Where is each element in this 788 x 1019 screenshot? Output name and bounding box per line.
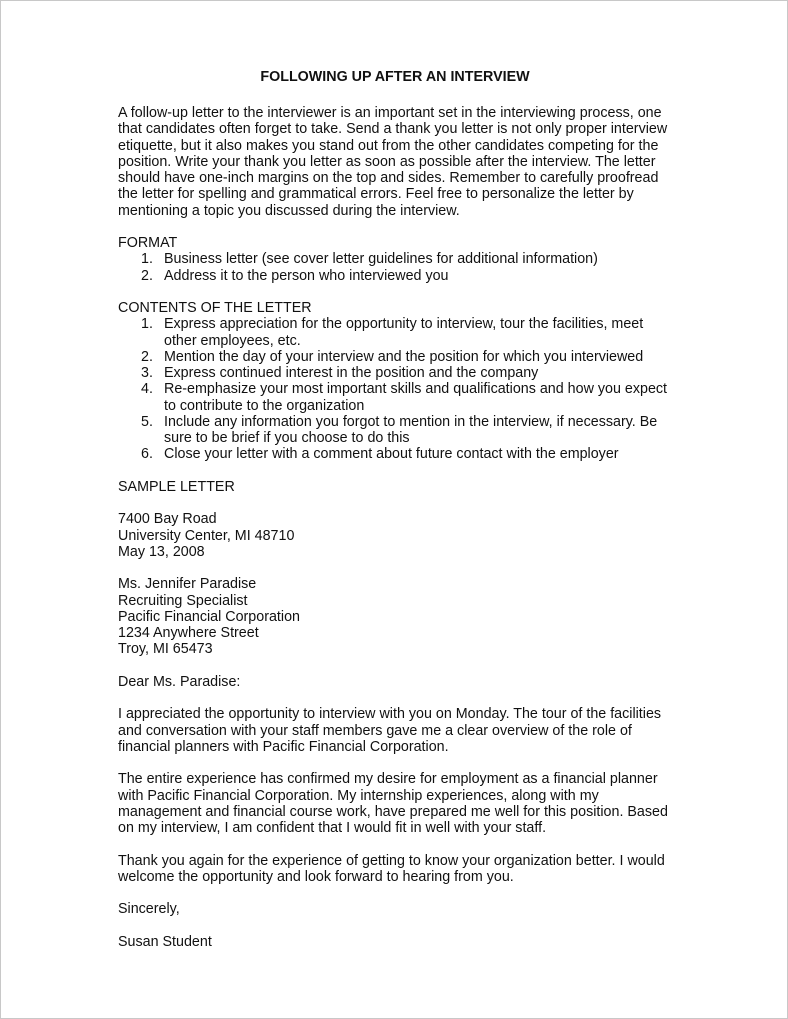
letter-paragraph-line: with Pacific Financial Corporation. My internship experiences, along with my: [118, 787, 599, 804]
section-heading: CONTENTS OF THE LETTER: [118, 300, 312, 316]
closing: Sincerely,: [118, 901, 180, 918]
list-number: 2.: [141, 267, 153, 284]
sender-address-line: 7400 Bay Road: [118, 511, 217, 528]
recipient-address-line: Ms. Jennifer Paradise: [118, 576, 257, 593]
intro-line: mentioning a topic you discussed during the interview.: [118, 202, 460, 219]
list-item: [118, 251, 718, 267]
section-heading: SAMPLE LETTER: [118, 478, 235, 495]
list-item: [118, 333, 718, 349]
letter-paragraph-line: and conversation with your staff members gave me a clear overview of the role of: [118, 722, 632, 739]
letter-paragraph-line: Thank you again for the experience of getting to know your organization better. I would: [118, 852, 665, 869]
list-item-text: other employees, etc.: [164, 332, 301, 349]
intro-line: should have one-inch margins on the top and sides. Remember to carefully proofread: [118, 170, 659, 186]
list-item-text: Business letter (see cover letter guidelines for additional information): [164, 251, 598, 268]
recipient-address-line: 1234 Anywhere Street: [118, 625, 259, 641]
list-item: [118, 268, 718, 284]
list-item-text: Express continued interest in the position and the company: [164, 365, 539, 381]
letter-paragraph-line: financial planners with Pacific Financial Corporation.: [118, 738, 449, 755]
intro-line: etiquette, but it also makes you stand out from the other candidates competing for the: [118, 137, 659, 154]
sender-address-line: University Center, MI 48710: [118, 527, 295, 544]
intro-line: the letter for spelling and grammatical errors. Feel free to personalize the letter by: [118, 186, 634, 203]
recipient-address-line: Pacific Financial Corporation: [118, 608, 300, 625]
list-number: 1.: [141, 316, 153, 333]
document-title: FOLLOWING UP AFTER AN INTERVIEW: [260, 69, 530, 85]
list-item-text: Address it to the person who interviewed you: [164, 267, 449, 284]
list-number: 3.: [141, 365, 153, 381]
letter-paragraph-line: management and financial course work, have prepared me well for this position. Based: [118, 803, 668, 820]
list-item-text: sure to be brief if you choose to do this: [164, 430, 410, 446]
list-item: [118, 349, 718, 365]
recipient-address-line: Troy, MI 65473: [118, 641, 213, 658]
list-number: 1.: [141, 251, 153, 268]
list-number: 5.: [141, 413, 153, 430]
document-body: [118, 105, 718, 950]
list-number: 2.: [141, 348, 153, 365]
list-item-text: Express appreciation for the opportunity to interview, tour the facilities, meet: [164, 316, 644, 333]
letter-paragraph-line: welcome the opportunity and look forward to hearing from you.: [118, 868, 514, 885]
list-item: [118, 414, 718, 430]
list-item-text: to contribute to the organization: [164, 397, 365, 414]
letter-paragraph-line: The entire experience has confirmed my desire for employment as a financial planner: [118, 771, 658, 788]
intro-line: A follow-up letter to the interviewer is an important set in the interviewing process, one: [118, 105, 662, 121]
list-number: 4.: [141, 381, 153, 398]
list-item-text: Re-emphasize your most important skills and qualifications and how you expect: [164, 381, 668, 398]
list-item: [118, 446, 718, 462]
list-item-text: Mention the day of your interview and the position for which you interviewed: [164, 348, 644, 365]
list-item: [118, 381, 718, 397]
intro-line: that candidates often forget to take. Send a thank you letter is not only proper interview: [118, 121, 668, 138]
section-heading: FORMAT: [118, 235, 178, 251]
letter-paragraph-line: on my interview, I am confident that I would fit in well with your staff.: [118, 820, 547, 836]
signature: Susan Student: [118, 933, 212, 950]
list-item: [118, 398, 718, 414]
letter-paragraph-line: I appreciated the opportunity to interview with you on Monday. The tour of the facilities: [118, 706, 662, 723]
intro-line: position. Write your thank you letter as soon as possible after the interview. The letter: [118, 153, 656, 170]
recipient-address-line: Recruiting Specialist: [118, 592, 248, 609]
list-item-text: Close your letter with a comment about future contact with the employer: [164, 446, 619, 463]
list-number: 6.: [141, 446, 153, 463]
salutation: Dear Ms. Paradise:: [118, 673, 241, 690]
list-item: [118, 365, 718, 381]
list-item: [118, 430, 718, 446]
list-item-text: Include any information you forgot to mention in the interview, if necessary. Be: [164, 413, 658, 430]
list-item: [118, 316, 718, 332]
sender-address-line: May 13, 2008: [118, 543, 205, 560]
